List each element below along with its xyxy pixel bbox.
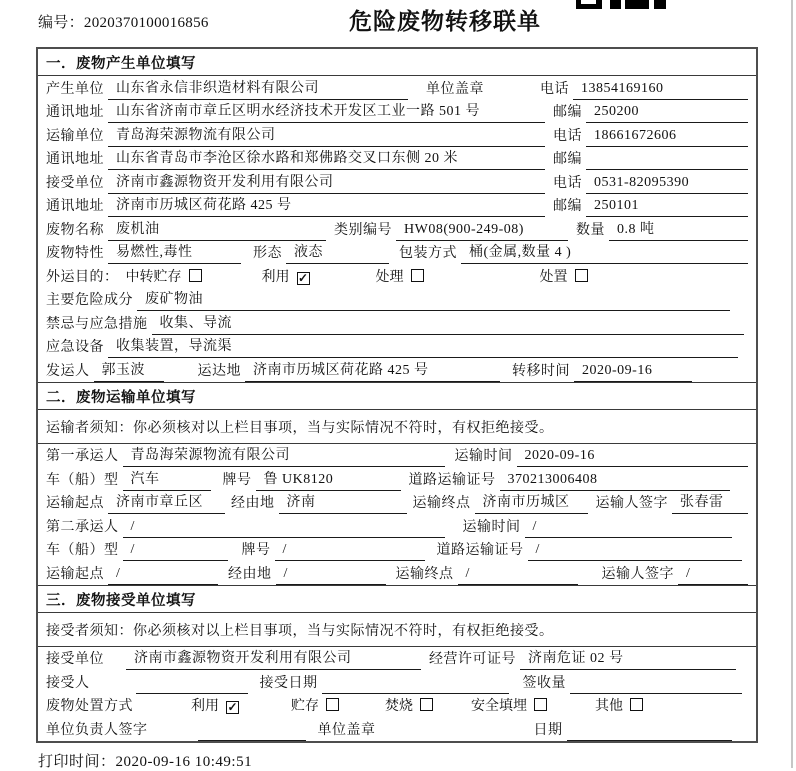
receiver-unit-value: 济南市鑫源物资开发利用有限公司 bbox=[108, 171, 545, 194]
waste-name-value: 废机油 bbox=[108, 218, 326, 241]
first-vehicle-type-label: 车（船）型 bbox=[46, 472, 119, 488]
purpose-utilize-text: 利用 bbox=[261, 269, 290, 285]
transporter-phone-label: 电话 bbox=[553, 128, 582, 144]
second-carrier-sign-label: 运输人签字 bbox=[601, 566, 674, 582]
category-code-value: HW08(900-249-08) bbox=[396, 222, 568, 241]
producer-row bbox=[38, 76, 756, 100]
disposal-storage-text: 贮存 bbox=[291, 699, 319, 714]
transfer-time-label: 转移时间 bbox=[512, 363, 570, 379]
received-amount-label: 签收量 bbox=[522, 675, 566, 691]
receiver-unit-label: 接受单位 bbox=[46, 175, 104, 191]
section-1-title: 一．废物产生单位填写 bbox=[38, 49, 756, 76]
disposal-landfill-checkbox bbox=[534, 698, 547, 711]
second-origin-value: / bbox=[108, 566, 218, 585]
receiver-row bbox=[38, 170, 756, 194]
first-carrier-sign-label: 运输人签字 bbox=[595, 496, 668, 511]
purpose-transit-storage-checkbox bbox=[189, 269, 202, 282]
manifest-form bbox=[36, 47, 758, 743]
first-plate-label: 牌号 bbox=[222, 472, 252, 488]
disposal-storage-option bbox=[291, 695, 339, 717]
accept-person-value bbox=[136, 691, 248, 694]
receiver-phone-label: 电话 bbox=[553, 175, 582, 191]
hazard-component-label: 主要危险成分 bbox=[46, 293, 133, 308]
disposal-method-row bbox=[38, 694, 756, 718]
first-carrier-value: 青岛海荣源物流有限公司 bbox=[123, 444, 445, 467]
doc-number bbox=[38, 11, 209, 32]
quantity-label: 数量 bbox=[576, 222, 605, 238]
unit-seal-label: 单位盖章 bbox=[426, 81, 484, 97]
transporter-phone-value: 18661672606 bbox=[586, 128, 748, 147]
emergency-equipment-label: 应急设备 bbox=[46, 340, 104, 355]
purpose-utilize-option bbox=[262, 266, 310, 288]
second-vehicle-type-value: / bbox=[123, 542, 228, 561]
second-carrier-sign-value: / bbox=[678, 566, 748, 585]
accept-date-value bbox=[322, 691, 509, 694]
first-carrier-sign-value: 张春雷 bbox=[672, 491, 748, 514]
unit-seal2-label: 单位盖章 bbox=[317, 722, 376, 738]
producer-phone-label: 电话 bbox=[540, 81, 569, 97]
disposal-other-option bbox=[595, 695, 643, 717]
first-plate-value: 鲁 UK8120 bbox=[256, 468, 401, 491]
first-origin-label: 运输起点 bbox=[46, 496, 104, 511]
transporter-zip-label: 邮编 bbox=[553, 152, 582, 167]
transfer-time-value: 2020-09-16 bbox=[574, 363, 692, 382]
scan-page-edge bbox=[791, 0, 793, 768]
transporter-address-row bbox=[38, 147, 756, 171]
accept-unit-value: 济南市鑫源物资开发利用有限公司 bbox=[126, 647, 421, 670]
responsible-sign-label: 单位负责人签字 bbox=[46, 722, 148, 738]
disposal-incinerate-checkbox bbox=[420, 698, 433, 711]
physical-form-label: 形态 bbox=[253, 246, 282, 261]
first-carrier-row bbox=[38, 444, 756, 468]
waste-name-label: 废物名称 bbox=[46, 222, 104, 238]
first-vehicle-type-value: 汽车 bbox=[123, 468, 211, 491]
second-plate-value: / bbox=[275, 542, 425, 561]
transporter-notice: 运输者须知：你必须核对以上栏目事项，当与实际情况不符时，有权拒绝接受。 bbox=[38, 410, 756, 444]
disposal-utilize-option bbox=[191, 695, 239, 717]
accept-unit-label: 接受单位 bbox=[46, 652, 104, 667]
receiver-notice: 接受者须知：你必须核对以上栏目事项，当与实际情况不符时，有权拒绝接受。 bbox=[38, 613, 756, 647]
disposal-utilize-checkbox: ✓ bbox=[227, 700, 238, 714]
document-header bbox=[0, 0, 796, 38]
receiver-address-label: 通讯地址 bbox=[46, 199, 104, 214]
emergency-equipment-row bbox=[38, 335, 756, 359]
purpose-utilize-checkbox: ✓ bbox=[297, 270, 309, 285]
transporter-row bbox=[38, 123, 756, 147]
destination-label: 运达地 bbox=[197, 363, 241, 379]
second-vehicle-row bbox=[38, 538, 756, 562]
second-via-value: / bbox=[276, 566, 386, 585]
disposal-other-checkbox bbox=[630, 698, 643, 711]
producer-address-label: 通讯地址 bbox=[46, 105, 104, 120]
waste-character-label: 废物特性 bbox=[46, 246, 104, 261]
disposal-storage-checkbox bbox=[326, 698, 339, 711]
disposal-incinerate-option bbox=[385, 695, 433, 717]
waste-character-row bbox=[38, 241, 756, 265]
sign-date-label: 日期 bbox=[533, 722, 563, 738]
producer-unit-label: 产生单位 bbox=[46, 81, 104, 97]
purpose-dispose-text: 处置 bbox=[539, 269, 568, 285]
disposal-incinerate-text: 焚烧 bbox=[385, 699, 413, 714]
producer-phone-value: 13854169160 bbox=[573, 81, 748, 100]
form-title: 危险废物转移联单 bbox=[349, 9, 541, 34]
transporter-zip-value bbox=[586, 167, 748, 170]
print-time-label: 打印时间： bbox=[38, 754, 116, 770]
sign-date-value bbox=[567, 738, 733, 741]
first-carrier-label: 第一承运人 bbox=[46, 449, 119, 464]
accept-person-label: 接受人 bbox=[46, 675, 90, 691]
purpose-transit-storage-option bbox=[126, 266, 202, 288]
disposal-landfill-text: 安全填埋 bbox=[471, 699, 527, 714]
print-time-value: 2020-09-16 10:49:51 bbox=[115, 754, 253, 770]
packing-label: 包装方式 bbox=[399, 246, 457, 261]
transporter-address-label: 通讯地址 bbox=[46, 152, 104, 167]
second-terminus-label: 运输终点 bbox=[395, 566, 454, 582]
license-value: 济南危证 02 号 bbox=[520, 647, 736, 670]
responsible-sign-value bbox=[198, 738, 306, 741]
taboo-measures-value: 收集、导流 bbox=[152, 312, 745, 335]
first-terminus-label: 运输终点 bbox=[412, 496, 471, 511]
first-transport-time-label: 运输时间 bbox=[454, 449, 513, 464]
transporter-unit-label: 运输单位 bbox=[46, 128, 104, 144]
disposal-other-text: 其他 bbox=[595, 699, 623, 714]
responsible-sign-row bbox=[38, 717, 756, 741]
doc-number-value: 2020370100016856 bbox=[83, 15, 209, 31]
receiver-zip-label: 邮编 bbox=[553, 199, 582, 214]
first-origin-value: 济南市章丘区 bbox=[108, 491, 225, 514]
purpose-treat-option bbox=[376, 266, 424, 288]
producer-unit-value: 山东省永信非织造材料有限公司 bbox=[108, 77, 408, 100]
producer-zip-label: 邮编 bbox=[553, 105, 582, 120]
second-transport-time-label: 运输时间 bbox=[462, 519, 521, 535]
receiver-address-row bbox=[38, 194, 756, 218]
doc-number-label: 编号： bbox=[38, 15, 84, 31]
transporter-address-value: 山东省青岛市李沧区徐水路和郑佛路交叉口东侧 20 米 bbox=[108, 147, 545, 170]
accept-unit-row bbox=[38, 647, 756, 671]
second-carrier-label: 第二承运人 bbox=[46, 519, 119, 535]
second-transport-time-value: / bbox=[525, 519, 733, 538]
hazard-component-value: 废矿物油 bbox=[137, 288, 730, 311]
first-road-permit-value: 370213006408 bbox=[500, 472, 731, 491]
receiver-phone-value: 0531-82095390 bbox=[586, 175, 748, 194]
section-2-title: 二．废物运输单位填写 bbox=[38, 382, 756, 410]
taboo-measures-row bbox=[38, 311, 756, 335]
producer-address-row bbox=[38, 100, 756, 124]
emergency-equipment-value: 收集装置，导流渠 bbox=[108, 335, 738, 358]
disposal-method-label: 废物处置方式 bbox=[46, 699, 133, 714]
transfer-purpose-row bbox=[38, 264, 756, 288]
physical-form-value: 液态 bbox=[286, 241, 389, 264]
waste-name-row bbox=[38, 217, 756, 241]
accept-person-row bbox=[38, 670, 756, 694]
transporter-unit-value: 青岛海荣源物流有限公司 bbox=[108, 124, 545, 147]
shipper-row bbox=[38, 358, 756, 382]
first-transport-time-value: 2020-09-16 bbox=[517, 448, 749, 467]
second-road-permit-value: / bbox=[528, 542, 743, 561]
packing-value: 桶(金属,数量 4 ) bbox=[461, 241, 748, 264]
second-route-row bbox=[38, 561, 756, 585]
receiver-address-value: 济南市历城区荷花路 425 号 bbox=[108, 194, 545, 217]
second-carrier-row bbox=[38, 514, 756, 538]
transfer-purpose-label: 外运目的： bbox=[46, 269, 119, 285]
first-route-row bbox=[38, 491, 756, 515]
producer-address-value: 山东省济南市章丘区明水经济技术开发区工业一路 501 号 bbox=[108, 100, 545, 123]
producer-zip-value: 250200 bbox=[586, 104, 748, 123]
first-road-permit-label: 道路运输证号 bbox=[408, 472, 496, 488]
first-vehicle-row bbox=[38, 467, 756, 491]
license-label: 经营许可证号 bbox=[429, 652, 516, 667]
disposal-utilize-text: 利用 bbox=[191, 699, 219, 714]
second-carrier-value: / bbox=[123, 519, 445, 538]
accept-date-label: 接受日期 bbox=[259, 675, 318, 691]
second-road-permit-label: 道路运输证号 bbox=[436, 543, 524, 558]
first-via-value: 济南 bbox=[279, 491, 407, 514]
hazard-component-row bbox=[38, 288, 756, 312]
purpose-transit-storage-text: 中转贮存 bbox=[125, 269, 182, 285]
first-terminus-value: 济南市历城区 bbox=[475, 491, 588, 514]
disposal-landfill-option bbox=[471, 695, 547, 717]
shipper-value: 郭玉波 bbox=[94, 359, 164, 382]
category-code-label: 类别编号 bbox=[334, 222, 392, 238]
taboo-measures-label: 禁忌与应急措施 bbox=[46, 316, 148, 332]
first-via-label: 经由地 bbox=[231, 496, 275, 511]
purpose-treat-text: 处理 bbox=[375, 269, 404, 285]
shipper-label: 发运人 bbox=[46, 363, 90, 379]
purpose-dispose-option bbox=[540, 266, 588, 288]
quantity-value: 0.8 吨 bbox=[609, 218, 748, 241]
second-terminus-value: / bbox=[458, 566, 578, 585]
second-plate-label: 牌号 bbox=[241, 543, 271, 558]
purpose-dispose-checkbox bbox=[575, 269, 588, 282]
section-3-title: 三．废物接受单位填写 bbox=[38, 585, 756, 613]
purpose-treat-checkbox bbox=[411, 269, 424, 282]
destination-value: 济南市历城区荷花路 425 号 bbox=[245, 359, 500, 382]
second-origin-label: 运输起点 bbox=[46, 566, 104, 582]
second-vehicle-type-label: 车（船）型 bbox=[46, 543, 119, 558]
waste-character-value: 易燃性,毒性 bbox=[108, 241, 241, 264]
received-amount-value bbox=[570, 691, 742, 694]
receiver-zip-value: 250101 bbox=[586, 198, 748, 217]
second-via-label: 经由地 bbox=[228, 566, 272, 582]
